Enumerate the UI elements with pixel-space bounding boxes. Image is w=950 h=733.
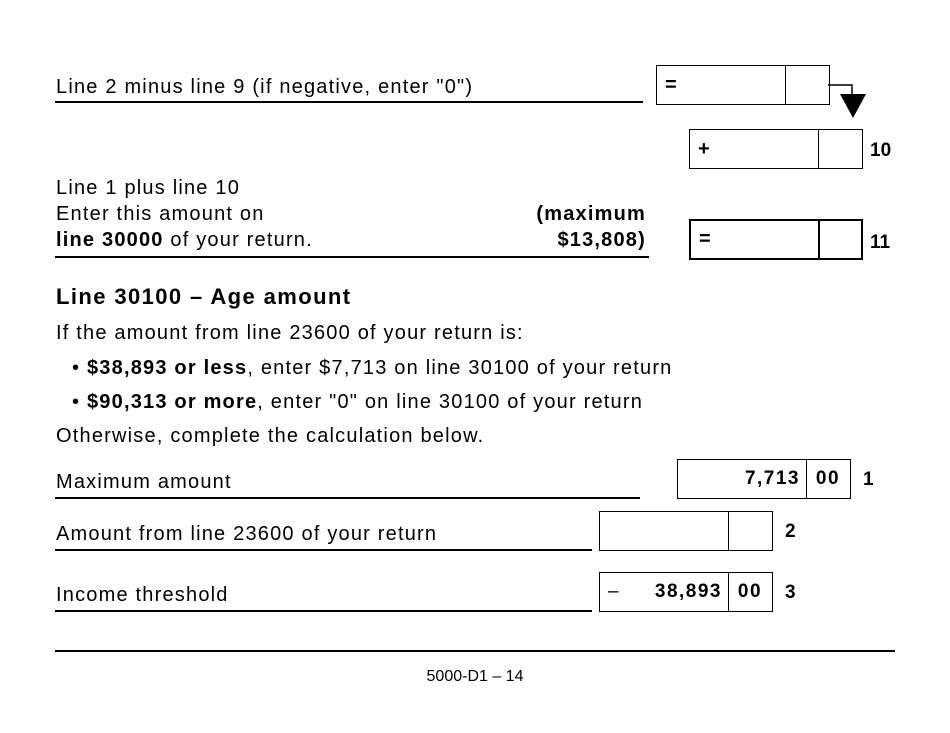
line-11-text-3 (56, 229, 313, 252)
line-number-2: 2 (785, 521, 796, 542)
equals-sign: = (699, 228, 713, 250)
line-number-1: 1 (863, 469, 874, 490)
otherwise-text: Otherwise, complete the calculation below. (56, 425, 485, 447)
line-1-dollars: 7,713 (744, 468, 800, 489)
cents-divider (818, 130, 819, 168)
line-2-minus-9-label: Line 2 minus line 9 (if negative, enter "0") (56, 76, 474, 98)
line-number-10: 10 (870, 140, 892, 161)
line-3-cents: 00 (737, 581, 763, 602)
bullet-1-rest: , enter $7,713 on line 30100 of your return (247, 357, 673, 379)
bullet-2-bold: $90,313 or more (86, 391, 258, 413)
line-rule (55, 497, 640, 499)
plus-sign: + (698, 137, 712, 160)
line-number-3: 3 (785, 582, 796, 603)
footer-rule (55, 650, 895, 652)
bullet-1: • $38,893 or less, enter $7,713 on line 30100 of your return (72, 357, 673, 379)
equals-sign: = (665, 73, 679, 96)
line-11-text-3-rest: of your return. (163, 229, 313, 251)
line-9-result-field[interactable] (656, 65, 830, 105)
maximum-amount: $13,808) (557, 229, 646, 251)
section-heading: Line 30100 – Age amount (56, 284, 352, 309)
bullet-2-rest: , enter "0" on line 30100 of your return (257, 391, 644, 413)
line-2-label: Amount from line 23600 of your return (56, 523, 438, 545)
line-rule (55, 610, 592, 612)
cents-divider (818, 221, 820, 258)
line-rule (55, 549, 592, 551)
line-3-dollars: 38,893 (654, 581, 722, 602)
line-2-dollars (600, 512, 728, 550)
line-11-text-1: Line 1 plus line 10 (56, 177, 241, 199)
line-30000-ref: line 30000 (56, 229, 164, 251)
arrow-down-icon (828, 82, 872, 122)
line-1-field[interactable] (677, 459, 851, 499)
line-11-field[interactable] (689, 219, 863, 260)
line-3-field[interactable] (599, 572, 773, 612)
bullet-1-bold: $38,893 or less (86, 357, 248, 379)
line-3-label: Income threshold (56, 584, 229, 606)
maximum-label: (maximum (536, 203, 646, 225)
line-11-text-2: Enter this amount on (56, 203, 265, 225)
line-1-cents: 00 (815, 468, 841, 489)
line-rule (55, 101, 643, 103)
line-10-field[interactable] (689, 129, 863, 169)
line-rule (55, 256, 649, 258)
page-number: 5000-D1 – 14 (426, 668, 524, 685)
intro-text: If the amount from line 23600 of your return is: (56, 322, 524, 344)
line-2-cents (728, 512, 772, 550)
line-2-field[interactable] (599, 511, 773, 551)
bullet-2: • $90,313 or more, enter "0" on line 30100 of your return (72, 391, 644, 413)
cents-divider (785, 66, 786, 104)
line-number-11: 11 (870, 232, 891, 253)
line-1-label: Maximum amount (56, 471, 232, 493)
minus-sign: – (608, 581, 621, 602)
